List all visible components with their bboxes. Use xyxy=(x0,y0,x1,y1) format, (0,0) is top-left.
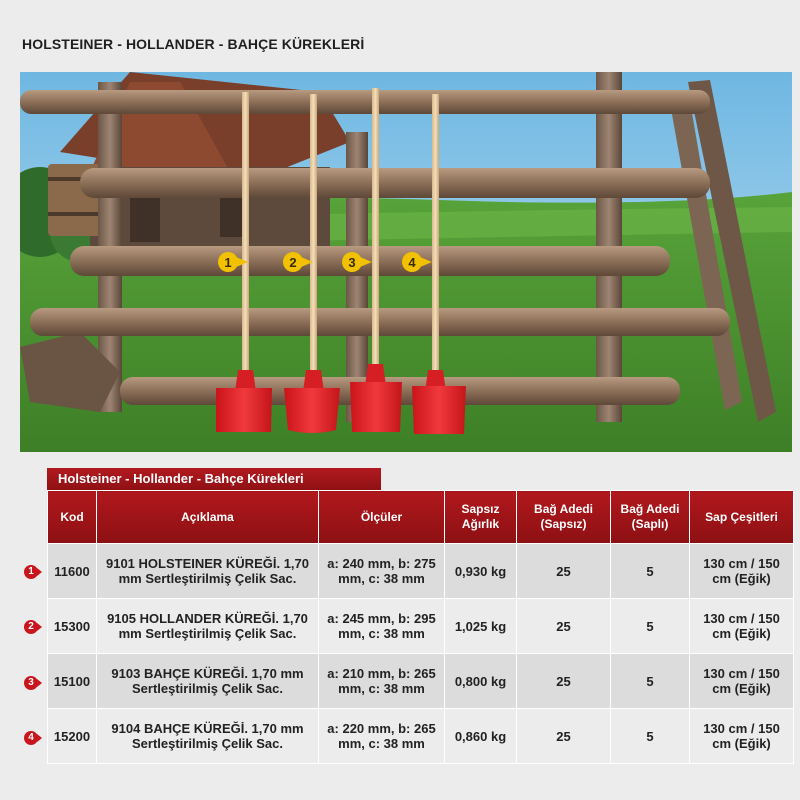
cell-sap: 130 cm / 150 cm (Eğik) xyxy=(690,544,794,599)
row-marker-3 xyxy=(24,676,40,692)
svg-text:3: 3 xyxy=(348,255,356,270)
cell-bag-sapli: 5 xyxy=(611,654,690,709)
cell-agirlik: 1,025 kg xyxy=(445,599,517,654)
marker-arrow-icon xyxy=(37,679,42,687)
cell-kod: 15200 xyxy=(48,709,97,764)
cell-sap: 130 cm / 150 cm (Eğik) xyxy=(690,654,794,709)
cell-agirlik: 0,860 kg xyxy=(445,709,517,764)
row-marker-label: 3 xyxy=(24,676,38,690)
cell-kod: 11600 xyxy=(48,544,97,599)
table-header-row xyxy=(48,491,794,544)
header-bag-sapli: Bağ Adedi (Saplı) xyxy=(611,491,690,544)
header-kod: Kod xyxy=(48,491,97,544)
cell-agirlik: 0,930 kg xyxy=(445,544,517,599)
cell-bag-sapli: 5 xyxy=(611,709,690,764)
cell-olculer: a: 220 mm, b: 265 mm, c: 38 mm xyxy=(319,709,445,764)
cell-agirlik: 0,800 kg xyxy=(445,654,517,709)
row-marker-4 xyxy=(24,731,40,747)
table-row xyxy=(48,709,794,764)
row-marker-label: 1 xyxy=(24,565,38,579)
cell-kod: 15100 xyxy=(48,654,97,709)
cell-aciklama: 9105 HOLLANDER KÜREĞİ. 1,70 mm Sertleştirilmiş Çelik Sac. xyxy=(97,599,319,654)
spec-table xyxy=(47,490,794,764)
header-olculer: Ölçüler xyxy=(319,491,445,544)
table-row xyxy=(48,544,794,599)
row-marker-1 xyxy=(24,565,40,581)
cell-bag-sapsiz: 25 xyxy=(517,654,611,709)
marker-arrow-icon xyxy=(37,734,42,742)
cell-kod: 15300 xyxy=(48,599,97,654)
page-title: HOLSTEINER - HOLLANDER - BAHÇE KÜREKLERİ xyxy=(22,36,365,52)
cell-olculer: a: 210 mm, b: 265 mm, c: 38 mm xyxy=(319,654,445,709)
product-photo xyxy=(20,72,792,452)
table-row xyxy=(48,654,794,709)
cell-sap: 130 cm / 150 cm (Eğik) xyxy=(690,599,794,654)
row-marker-label: 4 xyxy=(24,731,38,745)
table-title: Holsteiner - Hollander - Bahçe Kürekleri xyxy=(47,468,381,490)
svg-text:4: 4 xyxy=(408,255,416,270)
cell-aciklama: 9104 BAHÇE KÜREĞİ. 1,70 mm Sertleştirilmiş Çelik Sac. xyxy=(97,709,319,764)
cell-bag-sapsiz: 25 xyxy=(517,709,611,764)
table-row xyxy=(48,599,794,654)
marker-arrow-icon xyxy=(37,568,42,576)
cell-olculer: a: 245 mm, b: 295 mm, c: 38 mm xyxy=(319,599,445,654)
row-marker-2 xyxy=(24,620,40,636)
svg-text:1: 1 xyxy=(224,255,232,270)
header-aciklama: Açıklama xyxy=(97,491,319,544)
cell-olculer: a: 240 mm, b: 275 mm, c: 38 mm xyxy=(319,544,445,599)
header-agirlik: Sapsız Ağırlık xyxy=(445,491,517,544)
marker-arrow-icon xyxy=(37,623,42,631)
cell-bag-sapli: 5 xyxy=(611,544,690,599)
cell-aciklama: 9101 HOLSTEINER KÜREĞİ. 1,70 mm Sertleştirilmiş Çelik Sac. xyxy=(97,544,319,599)
cell-bag-sapsiz: 25 xyxy=(517,544,611,599)
header-sap: Sap Çeşitleri xyxy=(690,491,794,544)
cell-bag-sapsiz: 25 xyxy=(517,599,611,654)
cell-aciklama: 9103 BAHÇE KÜREĞİ. 1,70 mm Sertleştirilmiş Çelik Sac. xyxy=(97,654,319,709)
header-bag-sapsiz: Bağ Adedi (Sapsız) xyxy=(517,491,611,544)
cell-sap: 130 cm / 150 cm (Eğik) xyxy=(690,709,794,764)
row-marker-label: 2 xyxy=(24,620,38,634)
cell-bag-sapli: 5 xyxy=(611,599,690,654)
svg-text:2: 2 xyxy=(289,255,297,270)
